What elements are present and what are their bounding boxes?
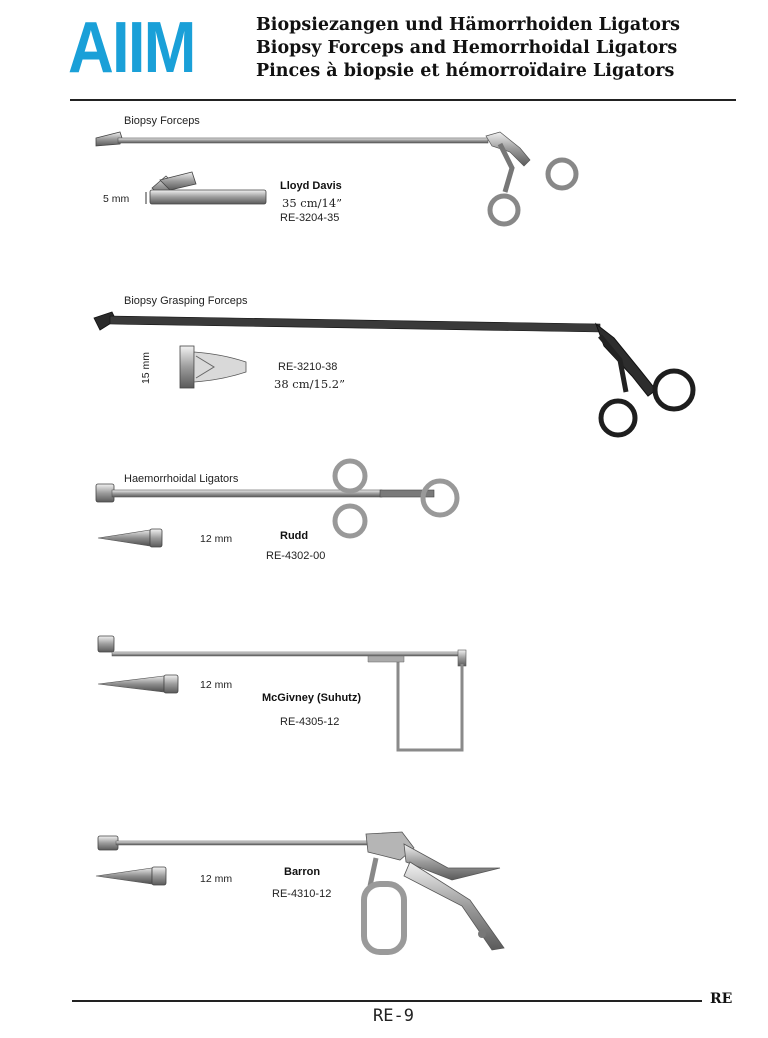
section-label-grasping-forceps: Biopsy Grasping Forceps — [124, 295, 248, 307]
lloyd-davis-tip-detail — [146, 172, 266, 204]
page-number: RE-9 — [373, 1006, 414, 1026]
dimension-label: 12 mm — [200, 533, 233, 545]
dimension-label: 12 mm — [200, 679, 233, 691]
model-code: RE-3210-38 — [278, 361, 338, 373]
model-code: RE-3204-35 — [280, 212, 340, 224]
mcgivney-cone-drawing — [98, 675, 178, 693]
model-name: McGivney (Suhutz) — [262, 692, 362, 704]
title-french: Pinces à biopsie et hémorroïdaire Ligators — [256, 61, 675, 81]
title-english: Biopsy Forceps and Hemorrhoidal Ligators — [256, 38, 678, 58]
model-name: Rudd — [280, 530, 309, 542]
model-size: 38 cm/15.2” — [274, 377, 345, 391]
dimension-label: 5 mm — [103, 193, 130, 205]
grasping-tip-detail — [180, 346, 246, 388]
section-tag: RE — [710, 991, 733, 1007]
model-name: Barron — [284, 866, 321, 878]
title-german: Biopsiezangen und Hämorrhoiden Ligators — [256, 15, 681, 35]
section-label-haemorrhoidal-ligators: Haemorrhoidal Ligators — [124, 473, 239, 485]
dimension-label: 12 mm — [200, 873, 233, 885]
model-code: RE-4302-00 — [266, 550, 326, 562]
model-name: Lloyd Davis — [280, 180, 342, 192]
footer-divider — [72, 1000, 702, 1002]
barron-cone-drawing — [96, 867, 166, 885]
rudd-cone-drawing — [98, 529, 162, 547]
model-code: RE-4305-12 — [280, 716, 340, 728]
model-size: 35 cm/14” — [282, 196, 343, 210]
model-code: RE-4310-12 — [272, 888, 332, 900]
dimension-label: 15 mm — [140, 351, 153, 385]
brand-logo: AIIM — [68, 8, 195, 88]
section-label-biopsy-forceps: Biopsy Forceps — [124, 115, 200, 127]
